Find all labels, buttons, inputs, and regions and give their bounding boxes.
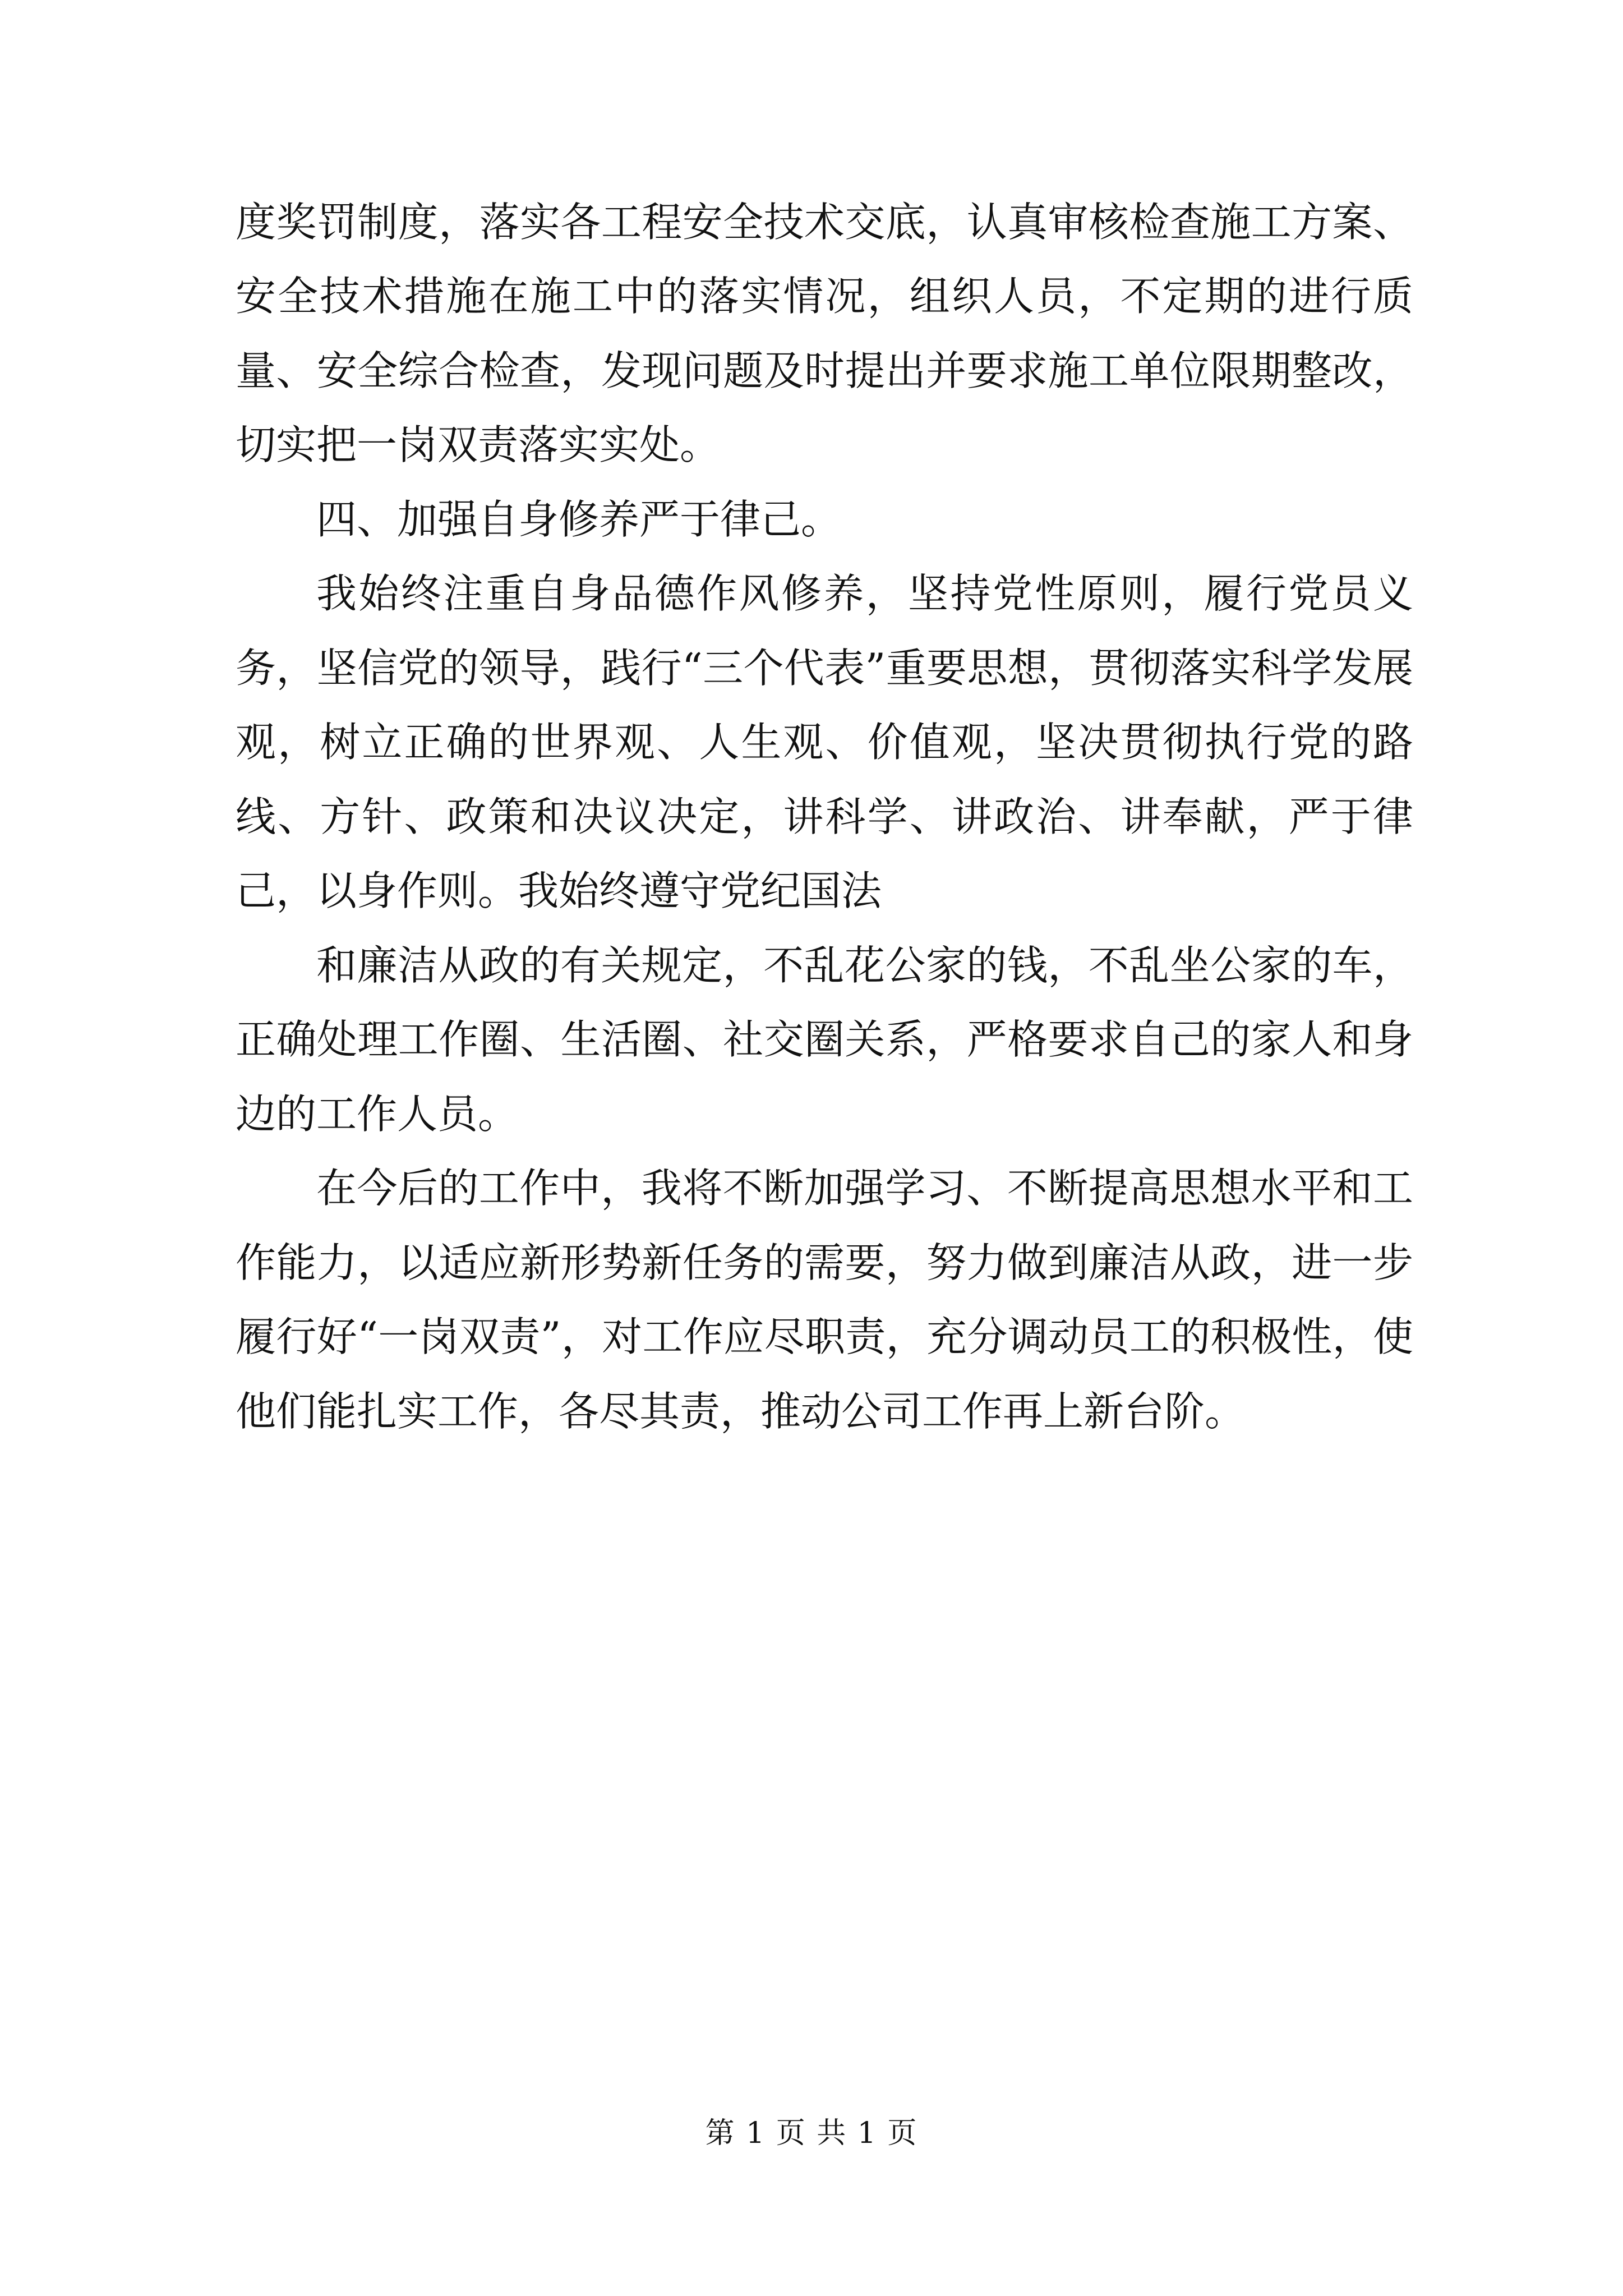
section-heading: 四、加强自身修养严于律己。 [316, 495, 842, 543]
paragraph: 在今后的工作中，我将不断加强学习、不断提高思想水平和工作能力，以适应新形势新任务的需要，努力做到廉洁从政，进一步履行好“一岗双责”，对工作应尽职责，充分调动员工的积极性，使他们能扎实工作，各尽其责，推动公司工作再上新台阶。 [236, 1165, 1413, 1435]
paragraph: 和廉洁从政的有关规定，不乱花公家的钱，不乱坐公家的车，正确处理工作圈、生活圈、社交圈关系，严格要求自己的家人和身边的工作人员。 [236, 941, 1413, 1138]
document-body [236, 185, 1413, 1448]
paragraph: 我始终注重自身品德作风修养，坚持党性原则，履行党员义务，坚信党的领导，践行“三个代表”重要思想，贯彻落实科学发展观，树立正确的世界观、人生观、价值观，坚决贯彻执行党的路线、方针、政策和决议决定，讲科学、讲政治、讲奉献，严于律己，以身作则。我始终遵守党纪国法 [236, 570, 1413, 915]
page-number-footer: 第 1 页 共 1 页 [705, 2116, 918, 2150]
paragraph-continuation: 度奖罚制度，落实各工程安全技术交底，认真审核检查施工方案、安全技术措施在施工中的落实情况，组织人员，不定期的进行质量、安全综合检查，发现问题及时提出并要求施工单位限期整改，切实把一岗双责落实实处。 [236, 199, 1413, 469]
